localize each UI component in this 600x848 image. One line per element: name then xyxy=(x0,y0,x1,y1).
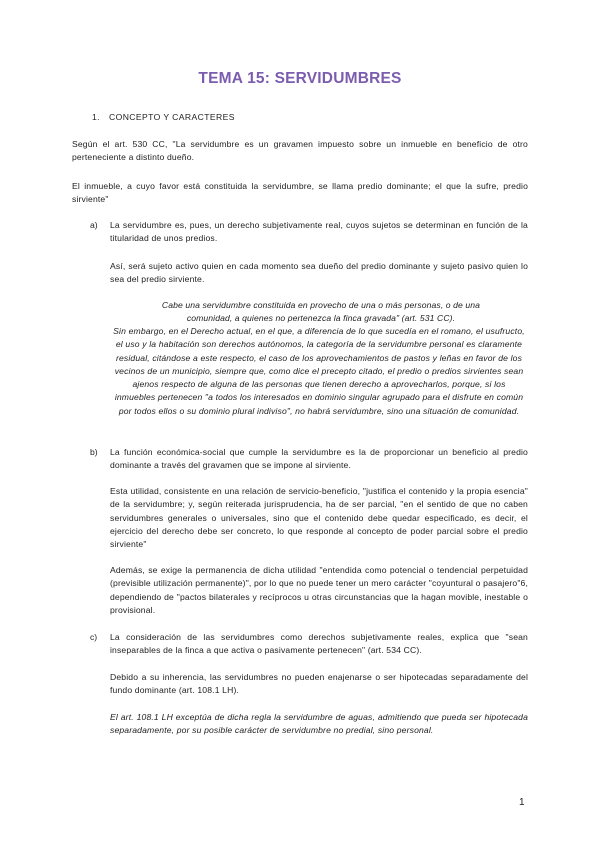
section-number: 1. xyxy=(92,112,100,122)
section-label: CONCEPTO Y CARACTERES xyxy=(109,112,235,122)
intro-paragraph-1: Según el art. 530 CC, "La servidumbre es un gravamen impuesto sobre un inmueble en beneficio de otro perteneciente a distinto dueño. xyxy=(72,139,528,163)
item-a-quote-line-1: Cabe una servidumbre constituida en provecho de una o más personas, o de una xyxy=(161,300,481,310)
page-title: TEMA 15: SERVIDUMBRES xyxy=(198,70,402,87)
item-b-marker: b) xyxy=(90,447,98,457)
item-a-paragraph-1: La servidumbre es, pues, un derecho subjetivamente real, cuyos sujetos se determinan en función de la titularidad de unos predios. xyxy=(110,220,528,244)
item-b-paragraph-3: Además, se exige la permanencia de dicha utilidad "entendida como potencial o tendencial perpetuidad (previsible utilización permanente)", por lo que no puede tener un mero carácter "coyuntural o pasajero"6, dependiendo de "pactos bilaterales y recíprocos u otras circunstancias que la hagan movible, inestable o provisional. xyxy=(110,565,528,615)
item-a-paragraph-2: Así, será sujeto activo quien en cada momento sea dueño del predio dominante y sujeto pasivo quien lo sea del predio sirviente. xyxy=(110,261,528,285)
page-number: 1 xyxy=(519,797,525,808)
intro-paragraph-2: El inmueble, a cuyo favor está constituida la servidumbre, se llama predio dominante; el que la sufre, predio sirviente" xyxy=(72,181,528,205)
item-a-marker: a) xyxy=(90,220,98,230)
item-c-paragraph-2: Debido a su inherencia, las servidumbres no pueden enajenarse o ser hipotecadas separadamente del fundo dominante (art. 108.1 LH). xyxy=(110,672,528,696)
item-a-quote-line-2: comunidad, a quienes no pertenezca la finca gravada" (art. 531 CC). xyxy=(186,313,456,323)
item-a-quote-body: Sin embargo, en el Derecho actual, en el que, a diferencia de lo que sucedía en el romano, el usufructo, el uso y la habitación son derechos autónomos, la categoría de la servidumbre personal es claramente residual, citándose a este respecto, el caso de los aprovechamientos de pastos y leñas en favor de los vecinos de un municipio, siempre que, como dice el precepto citado, el predio o predios sirvientes sean ajenos respecto de alguna de las personas que tienen derecho a aprovecharlos, porque, si los inmuebles pertenecen "a todos los interesados en dominio singular agrupado para el disfrute en común por todos ellos o su dominio plural indiviso", no habrá servidumbre, sino una situación de comunidad. xyxy=(113,326,525,416)
item-c-marker: c) xyxy=(90,632,98,642)
section-heading xyxy=(92,112,235,122)
item-c-paragraph-1: La consideración de las servidumbres como derechos subjetivamente reales, explica que "sean inseparables de la finca a que activa o pasivamente pertenecen" (art. 534 CC). xyxy=(110,632,528,656)
item-c-paragraph-3: El art. 108.1 LH exceptúa de dicha regla la servidumbre de aguas, admitiendo que pueda ser hipotecada separadamente, por su posible carácter de servidumbre no predial, sino personal. xyxy=(110,712,528,736)
item-b-paragraph-1: La función económica-social que cumple la servidumbre es la de proporcionar un beneficio al predio dominante a través del gravamen que se impone al sirviente. xyxy=(110,447,528,471)
item-b-paragraph-2: Esta utilidad, consistente en una relación de servicio-beneficio, "justifica el contenido y la propia esencia" de la servidumbre; y, según reiterada jurisprudencia, ha de ser parcial, "en el sentido de que no caben servidumbres generales o universales, sino que el contenido debe quedar especificado, es decir, el ejercicio del derecho debe ser concreto, lo que responde al concepto de poder parcial sobre el predio sirviente" xyxy=(110,486,528,550)
